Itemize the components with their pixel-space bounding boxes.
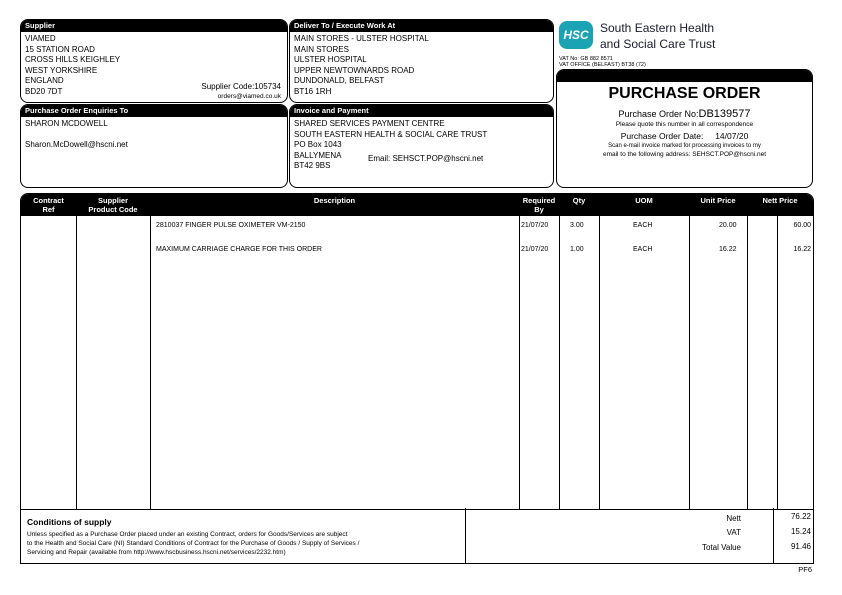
org-name	[600, 20, 715, 52]
col-divider	[519, 216, 520, 509]
invoice-line: SOUTH EASTERN HEALTH & SOCIAL CARE TRUST	[294, 129, 488, 139]
deliver-line: BT16 1RH	[294, 86, 332, 96]
enquiries-box	[20, 104, 288, 188]
po-number-row	[557, 108, 812, 120]
org-name-line1: South Eastern Health	[600, 21, 715, 35]
po-number: DB139577	[698, 108, 751, 120]
col-divider	[150, 216, 151, 509]
org-vat: VAT No: GB 882 8571	[559, 56, 613, 62]
invoice-line: BALLYMENA	[294, 150, 342, 160]
row-2-description: MAXIMUM CARRIAGE CHARGE FOR THIS ORDER	[156, 246, 322, 253]
supplier-email: orders@viamed.co.uk	[217, 93, 281, 100]
po-invoice-note-1: Scan e-mail invoice marked for processing invoices to my	[608, 143, 761, 149]
deliver-to-address	[290, 32, 553, 99]
conditions-line: to the Health and Social Care (NI) Standard Conditions of Contract for the Purchase of Goods / Supply of Services /	[27, 540, 360, 547]
invoice-box	[289, 104, 554, 188]
enquiries-email: Sharon.McDowell@hscni.net	[25, 139, 128, 149]
conditions-text	[27, 530, 457, 557]
invoice-email: Email: SEHSCT.POP@hscni.net	[368, 154, 484, 163]
po-date-row	[557, 131, 812, 141]
enquiries-name: SHARON MCDOWELL	[25, 119, 108, 128]
enquiries-details	[21, 117, 287, 152]
conditions-title: Conditions of supply	[27, 517, 112, 527]
deliver-to-box	[289, 19, 554, 103]
supplier-line: WEST YORKSHIRE	[25, 65, 98, 75]
conditions-line: Unless specified as a Purchase Order placed under an existing Contract, orders for Goods/Services are subject	[27, 531, 348, 538]
deliver-line: MAIN STORES	[294, 44, 349, 54]
row-2-qty: 1.00	[570, 246, 584, 253]
deliver-line: ULSTER HOSPITAL	[294, 55, 367, 64]
col-supplier-code-line1: Supplier	[97, 196, 128, 205]
col-uom: UOM	[635, 196, 653, 205]
enquiries-header: Purchase Order Enquiries To	[21, 105, 287, 117]
col-contract-ref-line2: Ref	[42, 205, 55, 214]
page-code: PF6	[798, 565, 812, 574]
col-divider	[559, 216, 560, 509]
col-required-by	[519, 196, 559, 214]
supplier-code: Supplier Code:105734	[201, 82, 281, 91]
deliver-to-header: Deliver To / Execute Work At	[290, 20, 553, 32]
po-number-label: Purchase Order No:	[618, 109, 699, 119]
col-nett-price: Nett Price	[762, 196, 798, 205]
col-supplier-code	[76, 196, 150, 214]
po-title: PURCHASE ORDER	[608, 85, 761, 102]
supplier-line: CROSS HILLS KEIGHLEY	[25, 55, 121, 64]
org-name-line2: and Social Care Trust	[600, 37, 716, 51]
org-vat-office: VAT OFFICE (BELFAST) BT38 (72)	[559, 62, 646, 68]
row-1-description: 2810037 FINGER PULSE OXIMETER VM-2150	[156, 222, 306, 229]
row-1-qty: 3.00	[570, 222, 584, 229]
conditions-line: Servicing and Repair (available from http://www.hscbusiness.hscni.net/services/2232.htm)	[27, 549, 286, 556]
deliver-line: UPPER NEWTOWNARDS ROAD	[294, 65, 415, 75]
row-1-required-by: 21/07/20	[521, 222, 549, 229]
table-header	[21, 194, 813, 216]
po-invoice-note-2: email to the following address: SEHSCT.POP@hscni.net	[602, 151, 767, 158]
nett-value: 76.22	[790, 512, 811, 521]
vat-value: 15.24	[790, 527, 811, 536]
row-2-unit-price: 16.22	[719, 246, 737, 253]
deliver-line: MAIN STORES - ULSTER HOSPITAL	[294, 34, 429, 43]
po-date-label: Purchase Order Date:	[620, 131, 704, 141]
hsc-logo: HSC	[559, 21, 593, 49]
col-description: Description	[313, 196, 356, 205]
invoice-line: PO Box 1043	[294, 140, 342, 149]
col-contract-ref-line1: Contract	[33, 196, 64, 205]
row-1-unit-price: 20.00	[719, 222, 737, 229]
invoice-header: Invoice and Payment	[290, 105, 553, 117]
invoice-address	[290, 117, 553, 174]
supplier-line: VIAMED	[25, 34, 56, 43]
invoice-line: BT42 9BS	[294, 161, 331, 170]
items-table	[20, 193, 814, 510]
deliver-line: DUNDONALD, BELFAST	[294, 76, 385, 85]
col-contract-ref	[21, 196, 76, 214]
total-value-label: Total Value	[702, 543, 741, 552]
total-value: 91.46	[790, 542, 811, 551]
po-header-bar	[557, 70, 812, 82]
col-qty: Qty	[572, 196, 586, 205]
nett-label: Nett	[726, 514, 741, 523]
row-1-nett-price: 60.00	[793, 222, 811, 229]
footer-box	[20, 508, 814, 564]
col-unit-price: Unit Price	[700, 196, 736, 205]
supplier-line: 15 STATION ROAD	[25, 44, 95, 54]
po-date: 14/07/20	[715, 131, 749, 141]
col-divider	[777, 216, 778, 509]
col-required-by-line2: By	[534, 205, 544, 214]
col-divider	[599, 216, 600, 509]
vat-label: VAT	[726, 528, 741, 537]
col-divider	[689, 216, 690, 509]
col-required-by-line1: Required	[522, 196, 556, 205]
col-supplier-code-line2: Product Code	[88, 205, 138, 214]
row-1-uom: EACH	[633, 222, 653, 229]
supplier-box	[20, 19, 288, 103]
row-2-nett-price: 16.22	[793, 246, 811, 253]
po-quote-note: Please quote this number in all correspondence	[615, 121, 754, 128]
supplier-header: Supplier	[21, 20, 287, 32]
totals-divider	[465, 508, 466, 563]
supplier-line: BD20 7DT	[25, 86, 63, 96]
row-2-uom: EACH	[633, 246, 653, 253]
row-2-required-by: 21/07/20	[521, 246, 549, 253]
col-divider	[76, 216, 77, 509]
supplier-line: ENGLAND	[25, 76, 64, 85]
purchase-order-box	[556, 69, 813, 188]
col-divider	[747, 216, 748, 509]
invoice-line: SHARED SERVICES PAYMENT CENTRE	[294, 119, 445, 128]
